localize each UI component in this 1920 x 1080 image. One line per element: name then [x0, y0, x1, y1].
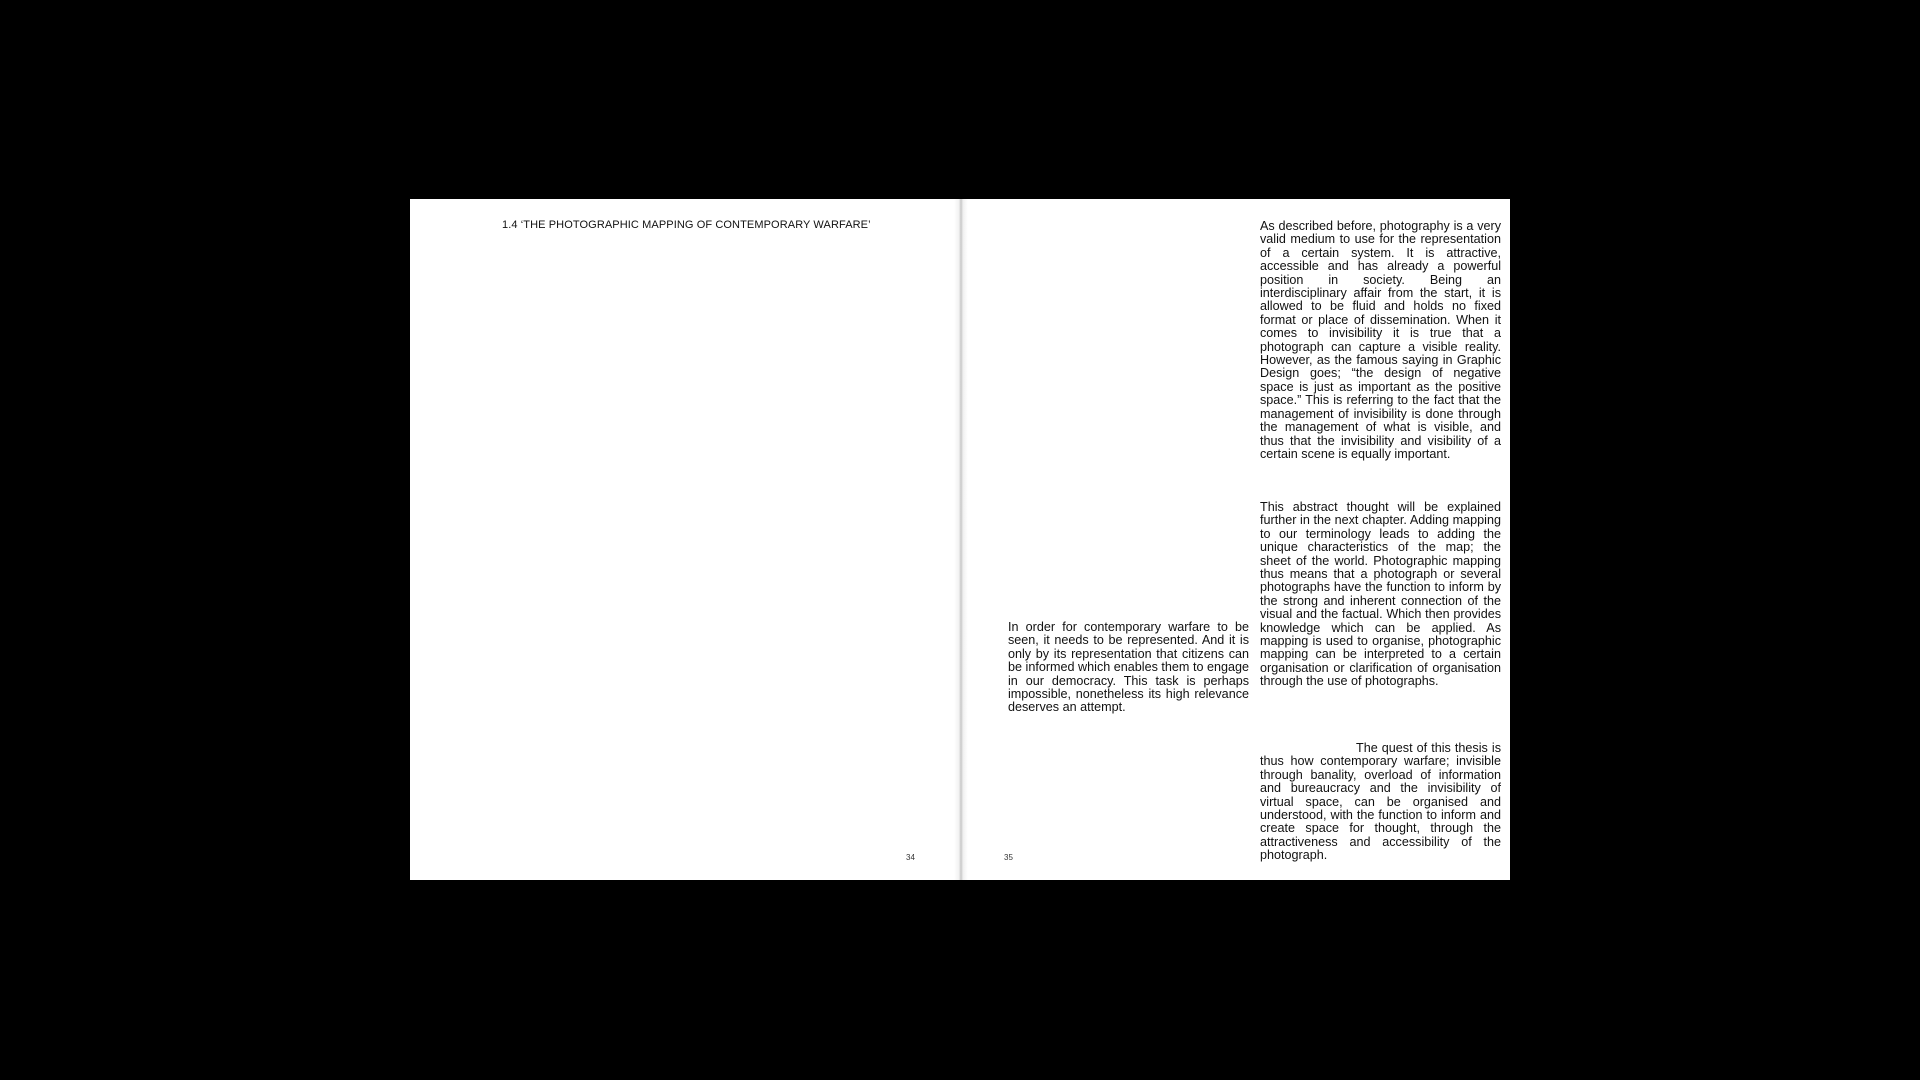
- paragraph-thesis-quest: The quest of this thesis is thus how contemporary warfare; invisible through banality, overload of information and bureaucracy and the invisibility of virtual space, can be organised and understood, with the function to inform and create space for thought, through the attractiveness and accessibility of the photograph.: [1260, 741, 1501, 863]
- side-column-paragraph: In order for contemporary warfare to be seen, it needs to be represented. And it is only by its representation that citizens can be informed which enables them to engage in our democracy. This task is perhaps impossible, nonetheless its high relevance deserves an attempt.: [1008, 620, 1249, 715]
- page-number-left: 34: [906, 853, 915, 862]
- running-header: 1.4 ‘THE PHOTOGRAPHIC MAPPING OF CONTEMPORARY WARFARE’: [502, 219, 871, 231]
- paragraph-photography-medium: As described before, photography is a very valid medium to use for the representation of a certain system. It is attractive, accessible and has already a powerful position in society. Being an interdisciplinary affair from the start, it is allowed to be fluid and holds no fixed format or place of dissemination. When it comes to invisibility it is true that a photograph can capture a visible reality. However, as the famous saying in Graphic Design goes; “the design of negative space is just as important as the positive space.” This is referring to the fact that the management of invisibility is done through the management of what is visible, and thus that the invisibility and visibility of a certain scene is equally important.: [1260, 219, 1501, 461]
- right-page: [960, 199, 1510, 880]
- paragraph-photographic-mapping: This abstract thought will be explained further in the next chapter. Adding mapping to our terminology leads to adding the unique characteristics of the map; the sheet of the world. Photographic mapping thus means that a photograph or several photographs have the function to inform by the strong and inherent connection of the visual and the factual. Which then provides knowledge which can be applied. As mapping is used to organise, photographic mapping can be interpreted to a certain organisation or clarification of organisation through the use of photographs.: [1260, 500, 1501, 689]
- book-spread: [410, 199, 1510, 880]
- page-number-right: 35: [1004, 853, 1013, 862]
- spine-gutter: [954, 199, 968, 880]
- left-page: [410, 199, 960, 880]
